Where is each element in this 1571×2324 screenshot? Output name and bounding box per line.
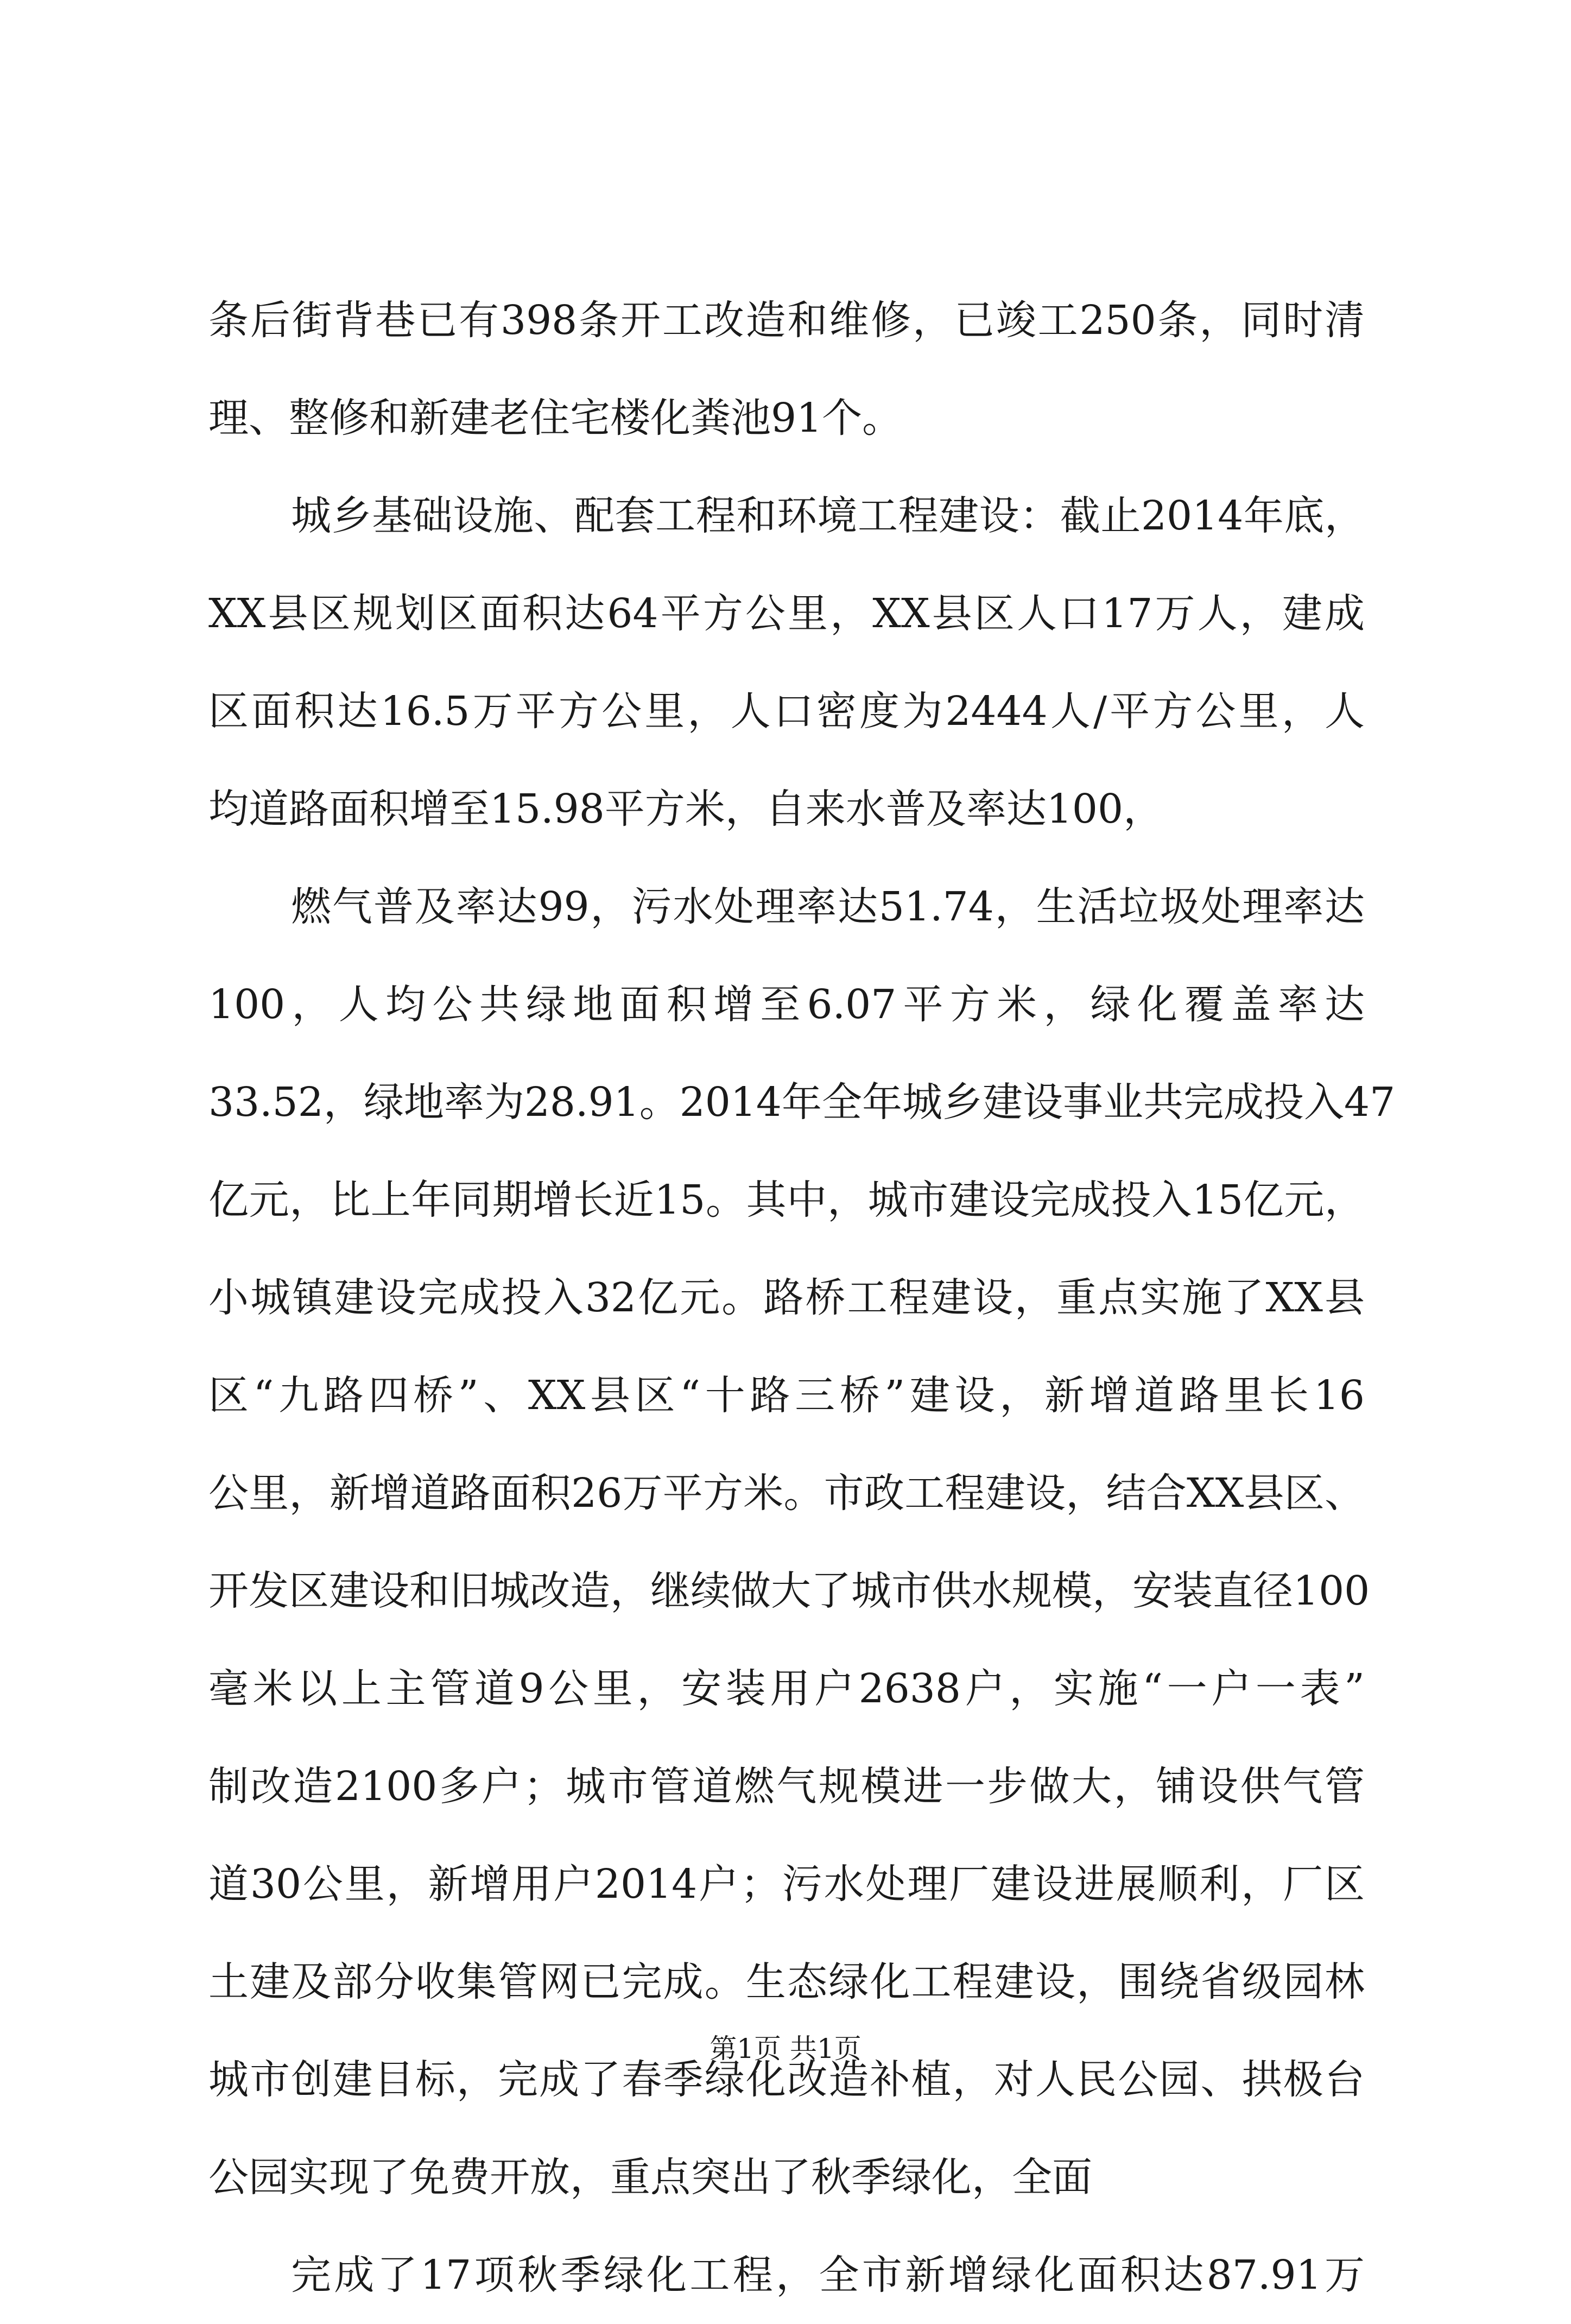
text-line: 理、整修和新建老住宅楼化粪池91个。: [208, 395, 903, 441]
text-line: 城乡基础设施、配套工程和环境工程建设：截止2014年底，: [291, 492, 1365, 539]
page-number-label: 第1页 共1页: [710, 2033, 861, 2064]
text-line: 公园实现了免费开放，重点突出了秋季绿化，全面: [208, 2154, 1092, 2201]
text-line: 制改造2100多户；城市管道燃气规模进一步做大，铺设供气管: [208, 1763, 1365, 1810]
text-line: 道30公里，新增用户2014户；污水处理厂建设进展顺利，厂区: [208, 1861, 1365, 1908]
text-line: 毫米以上主管道9公里，安装用户2638户，实施“一户一表”: [208, 1665, 1365, 1712]
text-line: 完成了17项秋季绿化工程，全市新增绿化面积达87.91万: [291, 2252, 1365, 2298]
text-line: 区“九路四桥”、XX县区“十路三桥”建设，新增道路里长16: [208, 1372, 1365, 1419]
text-line: 33.52，绿地率为28.91。2014年全年城乡建设事业共完成投入47: [208, 1079, 1396, 1126]
text-line: 均道路面积增至15.98平方米，自来水普及率达100，: [208, 786, 1164, 832]
page-footer: [0, 2030, 1571, 2068]
text-line: 公里，新增道路面积26万平方米。市政工程建设，结合XX县区、: [208, 1470, 1365, 1517]
text-line: 城市创建目标，完成了春季绿化改造补植，对人民公园、拱极台: [208, 2056, 1365, 2103]
text-line: 条后街背巷已有398条开工改造和维修，已竣工250条，同时清: [208, 297, 1365, 344]
text-line: 燃气普及率达99，污水处理率达51.74，生活垃圾处理率达: [291, 883, 1365, 930]
text-line: 区面积达16.5万平方公里，人口密度为2444人/平方公里，人: [208, 688, 1365, 735]
text-line: 开发区建设和旧城改造，继续做大了城市供水规模，安装直径100: [208, 1568, 1370, 1614]
text-line: XX县区规划区面积达64平方公里，XX县区人口17万人，建成: [208, 590, 1365, 637]
text-line: 亿元，比上年同期增长近15。其中，城市建设完成投入15亿元，: [208, 1177, 1365, 1223]
document-body: [208, 271, 1396, 2324]
text-line: 土建及部分收集管网已完成。生态绿化工程建设，围绕省级园林: [208, 1959, 1365, 2005]
text-line: 小城镇建设完成投入32亿元。路桥工程建设，重点实施了XX县: [208, 1274, 1365, 1321]
text-line: 100，人均公共绿地面积增至6.07平方米，绿化覆盖率达: [208, 981, 1365, 1028]
